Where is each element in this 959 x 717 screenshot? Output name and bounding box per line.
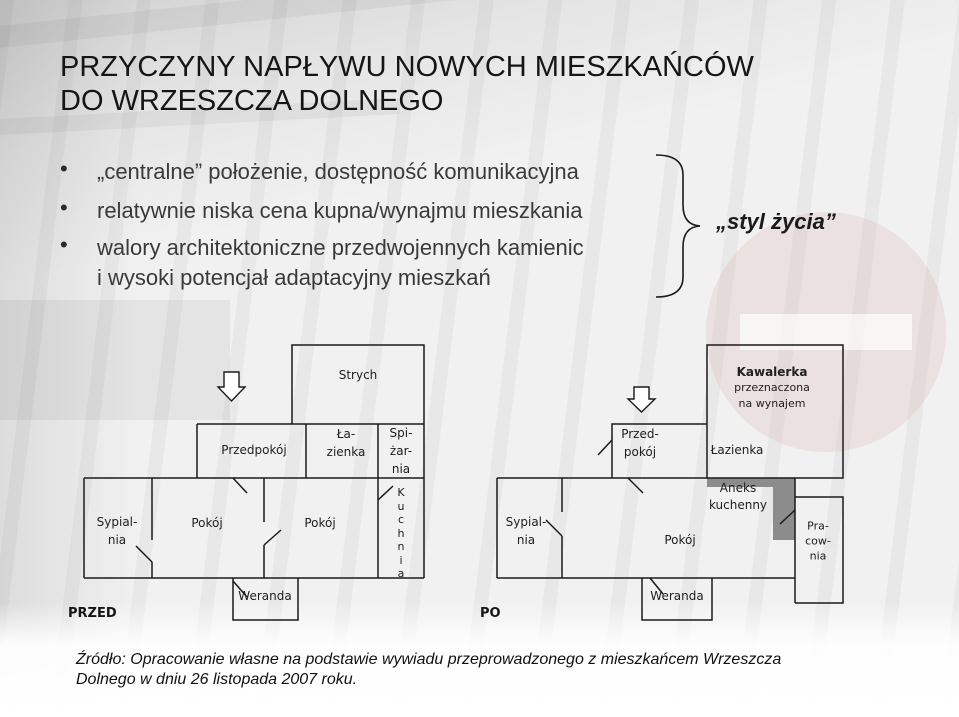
source-note [76, 650, 781, 690]
curly-brace-icon [656, 155, 700, 297]
bullet-icon: • [60, 195, 68, 220]
brace-label: „styl życia” [716, 209, 836, 234]
room-label-pokoj: Pokój [191, 516, 223, 530]
bullet-item: walory architektoniczne przedwojennych kamienic i wysoki potencjał adaptacyjny mieszkań [97, 235, 584, 290]
door-leaf [628, 478, 643, 493]
room-label-pokoj: Pokój [304, 516, 336, 530]
bullet-icon: • [60, 232, 68, 257]
arrow-down-icon [628, 387, 655, 412]
room-label-przedpokoj: Przed- pokój [621, 427, 659, 459]
plan-label-before: PRZED [68, 606, 117, 621]
room-label-kuchnia: K u c h n i a [397, 485, 405, 580]
slide-title-line: PRZYCZYNY NAPŁYWU NOWYCH MIESZKAŃCÓW [60, 51, 754, 83]
source-note-line: Źródło: Opracowanie własne na podstawie wywiadu przeprowadzonego z mieszkańcem Wrzeszcza [76, 651, 782, 668]
door-leaf [546, 520, 562, 536]
room-label-sypialnia: Sypial- nia [96, 515, 138, 547]
room-label-aneks-kuchenny: Aneks kuchenny [708, 481, 768, 512]
room-label-spizarnia: Spi- żar- nia [389, 426, 413, 476]
room-label-sypialnia: Sypial- nia [505, 515, 547, 547]
room-label-lazienka: Łazienka [710, 443, 764, 457]
arrow-down-icon [218, 372, 245, 401]
room-label-weranda: Weranda [238, 589, 292, 603]
slide-title-line: DO WRZESZCZA DOLNEGO [60, 85, 444, 117]
room-label-pokoj: Pokój [664, 533, 696, 547]
room-label-lazienka: Ła- zienka [326, 427, 366, 459]
plan-label-after: PO [480, 606, 501, 621]
room-label-kawalerka: Kawalerka [736, 365, 808, 379]
strych-outline [292, 345, 424, 424]
room-label-przedpokoj: Przedpokój [221, 443, 287, 457]
bullet-item: relatywnie niska cena kupna/wynajmu mieszkania [97, 198, 583, 223]
door-leaf [233, 478, 247, 493]
room-label-weranda: Weranda [650, 589, 704, 603]
door-leaf [136, 546, 152, 562]
room-label-pracownia: Pra- cow- nia [805, 519, 831, 563]
bullet-icon: • [60, 156, 68, 181]
door-leaf [598, 440, 612, 455]
door-leaf [264, 530, 281, 545]
plan-before-walls [84, 345, 424, 620]
door-leaf [378, 486, 393, 500]
bullet-item: „centralne” położenie, dostępność komunikacyjna [97, 159, 579, 184]
source-note-line: Dolnego w dniu 26 listopada 2007 roku. [76, 671, 358, 688]
room-label-strych: Strych [338, 368, 378, 382]
room-label-kawalerka-note: przeznaczona na wynajem [734, 381, 810, 410]
